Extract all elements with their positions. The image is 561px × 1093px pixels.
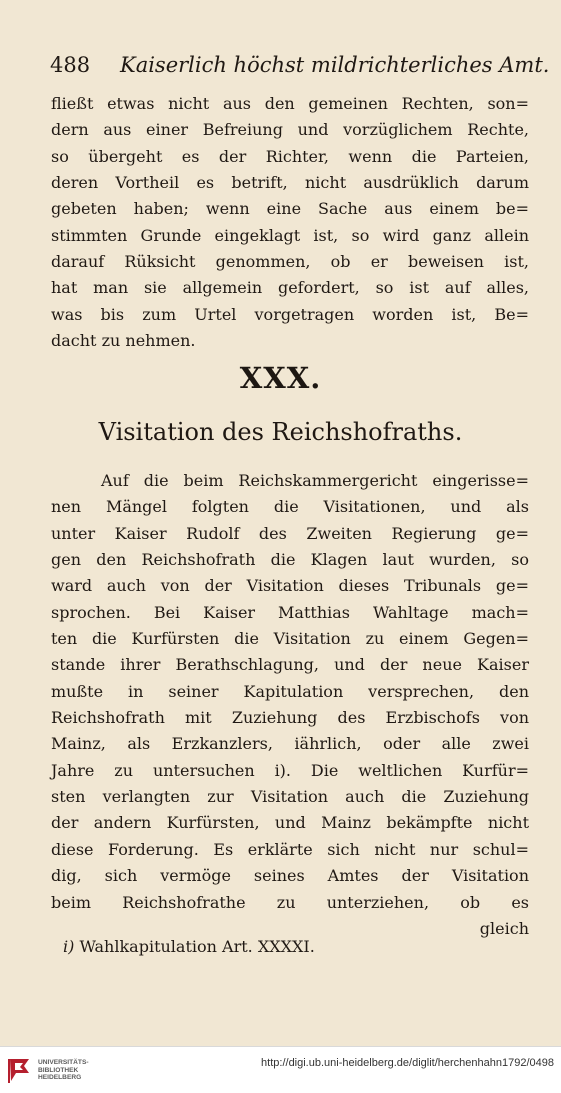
text-line: dern aus einer Befreiung und vorzüglichem Rechte,	[51, 120, 529, 140]
text-line: Jahre zu untersuchen i). Die weltlichen Kurfür=	[51, 760, 529, 780]
logo-line: UNIVERSITÄTS-	[38, 1059, 89, 1066]
page-number: 488	[50, 53, 91, 77]
text-line: stimmten Grunde eingeklagt ist, so wird ganz allein	[51, 225, 529, 245]
footnote-marker: i)	[63, 937, 75, 956]
catchword: gleich	[479, 918, 529, 938]
text-line: mußte in seiner Kapitulation versprechen, den	[51, 681, 529, 701]
text-line: sprochen. Bei Kaiser Matthias Wahltage mach=	[51, 602, 529, 622]
text-line: unter Kaiser Rudolf des Zweiten Regierung ge=	[51, 523, 529, 543]
footnote-text: Wahlkapitulation Art. XXXXI.	[79, 937, 315, 956]
library-logo-text	[38, 1059, 148, 1082]
text-line: gebeten haben; wenn eine Sache aus einem be=	[51, 199, 529, 219]
running-title: Kaiserlich höchst mildrichterliches Amt.	[120, 53, 550, 77]
text-line: der andern Kurfürsten, und Mainz bekämpfte nicht	[51, 813, 529, 833]
library-logo-icon	[7, 1056, 34, 1085]
text-line: Auf die beim Reichskammergericht eingerisse=	[101, 471, 529, 490]
text-line: so übergeht es der Richter, wenn die Parteien,	[51, 146, 529, 166]
text-line: gen den Reichshofrath die Klagen laut wurden, so	[51, 550, 529, 570]
text-line: diese Forderung. Es erklärte sich nicht nur schul=	[51, 839, 529, 859]
text-line: sten verlangten zur Visitation auch die Zuziehung	[51, 787, 529, 807]
source-url-link[interactable]: http://digi.ub.uni-heidelberg.de/diglit/herchenhahn1792/0498	[261, 1057, 554, 1069]
text-line: dacht zu nehmen.	[51, 331, 196, 351]
text-line: deren Vortheil es betrift, nicht ausdrüklich darum	[51, 173, 529, 193]
library-logo[interactable]	[7, 1056, 132, 1085]
logo-line: BIBLIOTHEK	[38, 1066, 79, 1074]
text-line: fließt etwas nicht aus den gemeinen Rechten, son=	[51, 94, 529, 113]
library-footer	[0, 1046, 561, 1093]
text-line: stande ihrer Berathschlagung, und der neue Kaiser	[51, 655, 529, 675]
logo-line: HEIDELBERG	[38, 1074, 82, 1081]
page-header	[50, 47, 550, 83]
text-line: Mainz, als Erzkanzlers, iährlich, oder alle zwei	[51, 734, 529, 754]
text-line: hat man sie allgemein gefordert, so ist auf alles,	[51, 278, 529, 298]
text-line: Reichshofrath mit Zuziehung des Erzbischofs von	[51, 708, 529, 728]
second-paragraph	[51, 468, 529, 942]
text-line: darauf Rüksicht genommen, ob er beweisen ist,	[51, 252, 529, 272]
footnote	[63, 937, 493, 956]
text-line: ten die Kurfürsten die Visitation zu einem Gegen=	[51, 629, 529, 649]
section-number: XXX.	[239, 361, 322, 395]
text-line: beim Reichshofrathe zu unterziehen, ob es	[51, 892, 529, 912]
section-title: Visitation des Reichshofraths.	[98, 418, 463, 446]
text-line: ward auch von der Visitation dieses Tribunals ge=	[51, 576, 529, 596]
text-line: was bis zum Urtel vorgetragen worden ist, Be=	[51, 304, 529, 324]
first-paragraph	[51, 91, 529, 354]
text-line: nen Mängel folgten die Visitationen, und als	[51, 497, 529, 517]
text-line: dig, sich vermöge seines Amtes der Visitation	[51, 866, 529, 886]
